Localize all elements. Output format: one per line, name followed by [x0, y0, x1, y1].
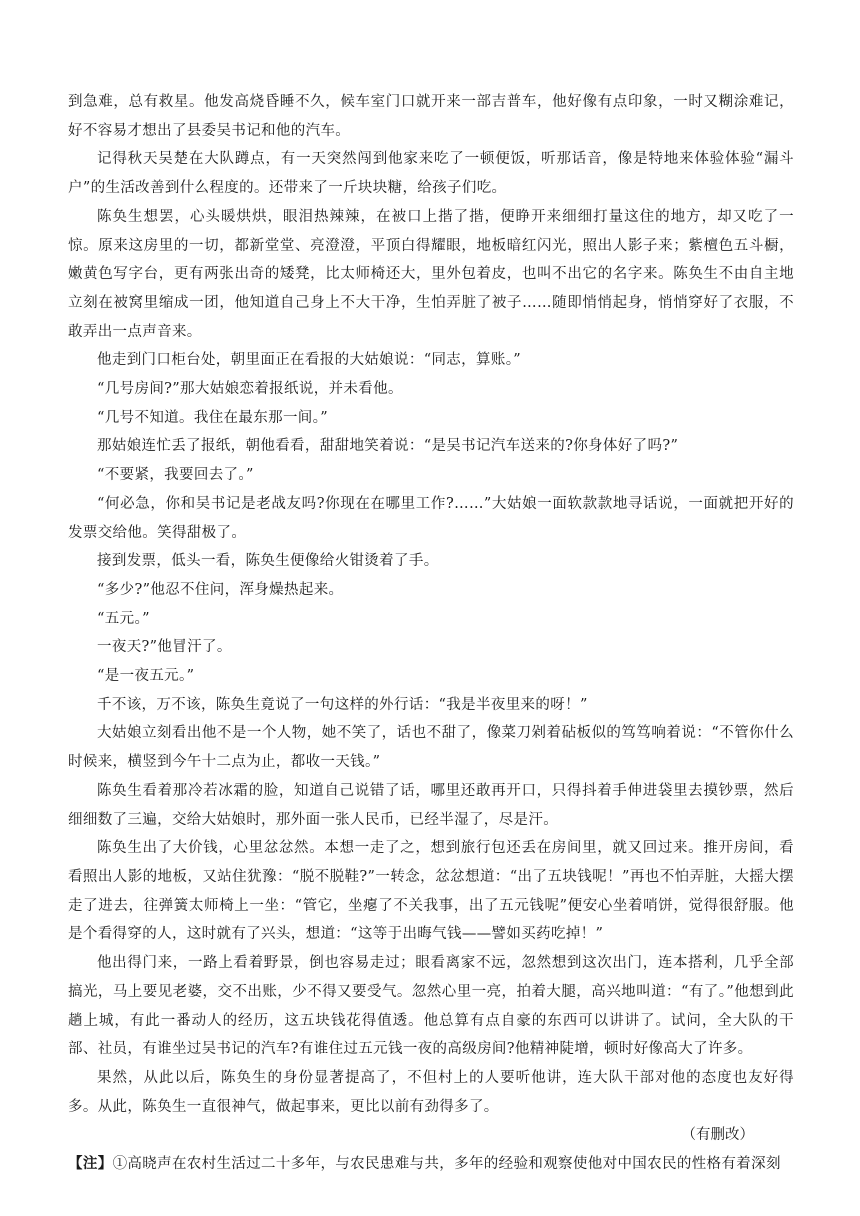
paragraph: 陈奂生出了大价钱，心里忿忿然。本想一走了之，想到旅行包还丢在房间里，就又回过来。推开房间，看看照出人影的地板，又站住犹豫：“脱不脱鞋?”一转念，忿忿想道：“出了五块钱呢！”再也不怕弄脏，大摇大摆走了进去，往弹簧太师椅上一坐：“管它，坐瘪了不关我事，出了五元钱呢”便安心坐着哨饼，觉得很舒服。他是个看得穿的人，这时就有了兴头，想道：“这等于出晦气钱——譬如买药吃掉！” — [68, 840, 794, 943]
paragraph: “不要紧，我要回去了。” — [97, 467, 254, 484]
paragraph: “多少?”他忍不住问，浑身燥热起来。 — [97, 581, 344, 598]
paragraph: “是一夜五元。” — [97, 668, 195, 685]
paragraph: 果然，从此以后，陈奂生的身份显著提高了，不但村上的人要听他讲，连大队干部对他的态度也友好得多。从此，陈奂生一直很神气，做起事来，更比以前有劲得多了。 — [68, 1069, 794, 1115]
paragraph: 大姑娘立刻看出他不是一个人物，她不笑了，话也不甜了，像菜刀剁着砧板似的笃笃响着说：“不管你什么时候来，横竖到今午十二点为止，都收一天钱。” — [68, 725, 794, 771]
footnote-label: 【注】 — [68, 1155, 113, 1173]
paragraph: “几号房间?”那大姑娘恋着报纸说，并未看他。 — [97, 381, 403, 398]
paragraph: 到急难，总有救星。他发高烧昏睡不久，候车室门口就开来一部吉普车，他好像有点印象，一时又糊涂难记，好不容易才想出了县委吴书记和他的汽车。 — [68, 94, 794, 139]
paragraph: 他走到门口柜台处，朝里面正在看报的大姑娘说：“同志，算账。” — [97, 352, 522, 369]
paragraph: 那姑娘连忙丢了报纸，朝他看看，甜甜地笑着说：“是吴书记汽车送来的?你身体好了吗?” — [97, 438, 679, 455]
footnote-text: ①高晓声在农村生活过二十多年，与农民患难与共，多年的经验和观察使他对中国农民的性格有着深刻 — [112, 1156, 781, 1173]
paragraph: 千不该，万不该，陈奂生竟说了一句这样的外行话：“我是半夜里来的呀！” — [97, 696, 588, 713]
source-note: （有删改） — [681, 1127, 754, 1144]
paragraph: 他出得门来，一路上看着野景，倒也容易走过；眼看离家不远，忽然想到这次出门，连本搭利，几乎全部搞光，马上要见老婆，交不出账，少不得又要受气。忽然心里一亮，拍着大腿，高兴地叫道：“有了。”他想到此趟上城，有此一番动人的经历，这五块钱花得值透。他总算有点自豪的东西可以讲讲了。试问，全大队的干部、社员，有谁坐过吴书记的汽车?有谁住过五元钱一夜的高级房间?他精神陡增，顿时好像高大了许多。 — [68, 955, 794, 1058]
footnote — [68, 1150, 794, 1179]
article-body — [68, 88, 794, 1179]
paragraph: “五元。” — [97, 610, 150, 627]
paragraph: 接到发票，低头一看，陈奂生便像给火钳烫着了手。 — [97, 553, 439, 570]
paragraph: “几号不知道。我住在最东那一间。” — [97, 409, 329, 426]
paragraph: 一夜天?”他冒汗了。 — [97, 639, 232, 656]
paragraph: “何必急，你和吴书记是老战友吗?你现在在哪里工作?……”大姑娘一面软款款地寻话说，一面就把开好的发票交给他。笑得甜极了。 — [68, 495, 794, 541]
paragraph: 陈奂生看着那冷若冰霜的脸，知道自己说错了话，哪里还敢再开口，只得抖着手伸进袋里去摸钞票，然后细细数了三遍，交给大姑娘时，那外面一张人民币，已经半湿了，尽是汗。 — [68, 782, 794, 828]
paragraph: 记得秋天吴楚在大队蹲点，有一天突然闯到他家来吃了一顿便饭，听那话音，像是特地来体验体验“漏斗户”的生活改善到什么程度的。还带来了一斤块块糖，给孩子们吃。 — [68, 151, 794, 197]
paragraph: 陈奂生想罢，心头暖烘烘，眼泪热辣辣，在被口上揩了揩，便睁开来细细打量这住的地方，却又吃了一惊。原来这房里的一切，都新堂堂、亮澄澄，平顶白得耀眼，地板暗红闪光，照出人影子来；紫檀色五斗橱，嫩黄色写字台，更有两张出奇的矮凳，比太师椅还大，里外包着皮，也叫不出它的名字来。陈奂生不由自主地立刻在被窝里缩成一团，他知道自己身上不大干净，生怕弄脏了被子……随即悄悄起身，悄悄穿好了衣服，不敢弄出一点声音来。 — [68, 208, 794, 340]
